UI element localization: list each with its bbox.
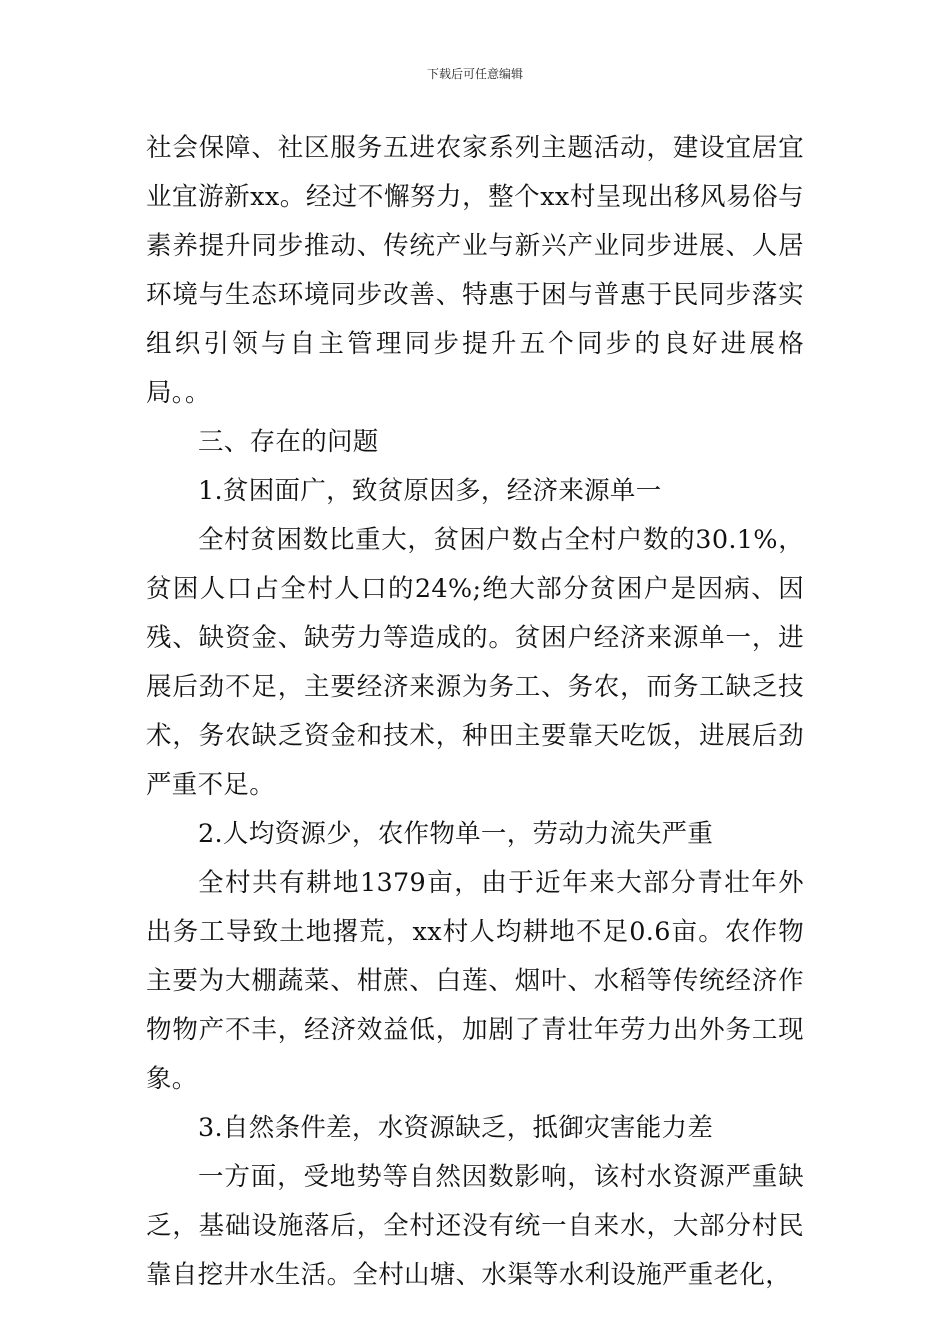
section-heading-problems: 三、存在的问题 bbox=[198, 427, 379, 457]
subheading-resources: 2.人均资源少，农作物单一，劳动力流失严重 bbox=[198, 819, 714, 849]
paragraph-resources: 全村共有耕地1379亩，由于近年来大部分青壮年外出务工导致土地撂荒，xx村人均耕地不足0.6亩。农作物主要为大棚蔬菜、柑蔗、白莲、烟叶、水稻等传统经济作物物产不丰，经济效益低，加剧了青壮年劳力出外务工现象。 bbox=[146, 868, 804, 1094]
paragraph-natural-conditions: 一方面，受地势等自然因数影响，该村水资源严重缺乏，基础设施落后，全村还没有统一自来水，大部分村民靠自挖井水生活。全村山塘、水渠等水利设施严重老化， bbox=[146, 1162, 804, 1290]
subheading-poverty: 1.贫困面广，致贫原因多，经济来源单一 bbox=[198, 476, 662, 506]
paragraph-poverty: 全村贫困数比重大，贫困户数占全村户数的30.1%，贫困人口占全村人口的24%;绝大部分贫困户是因病、因残、缺资金、缺劳力等造成的。贫困户经济来源单一，进展后劲不足，主要经济来源为务工、务农，而务工缺乏技术，务农缺乏资金和技术，种田主要靠天吃饭，进展后劲严重不足。 bbox=[146, 525, 804, 800]
page-header-note: 下载后可任意编辑 bbox=[426, 67, 523, 81]
document-body bbox=[146, 124, 804, 1300]
paragraph-continued-summary: 社会保障、社区服务五进农家系列主题活动，建设宜居宜业宜游新xx。经过不懈努力，整个xx村呈现出移风易俗与素养提升同步推动、传统产业与新兴产业同步进展、人居环境与生态环境同步改善、特惠于困与普惠于民同步落实组织引领与自主管理同步提升五个同步的良好进展格局。。 bbox=[146, 133, 804, 408]
subheading-natural-conditions: 3.自然条件差，水资源缺乏，抵御灾害能力差 bbox=[198, 1113, 714, 1143]
